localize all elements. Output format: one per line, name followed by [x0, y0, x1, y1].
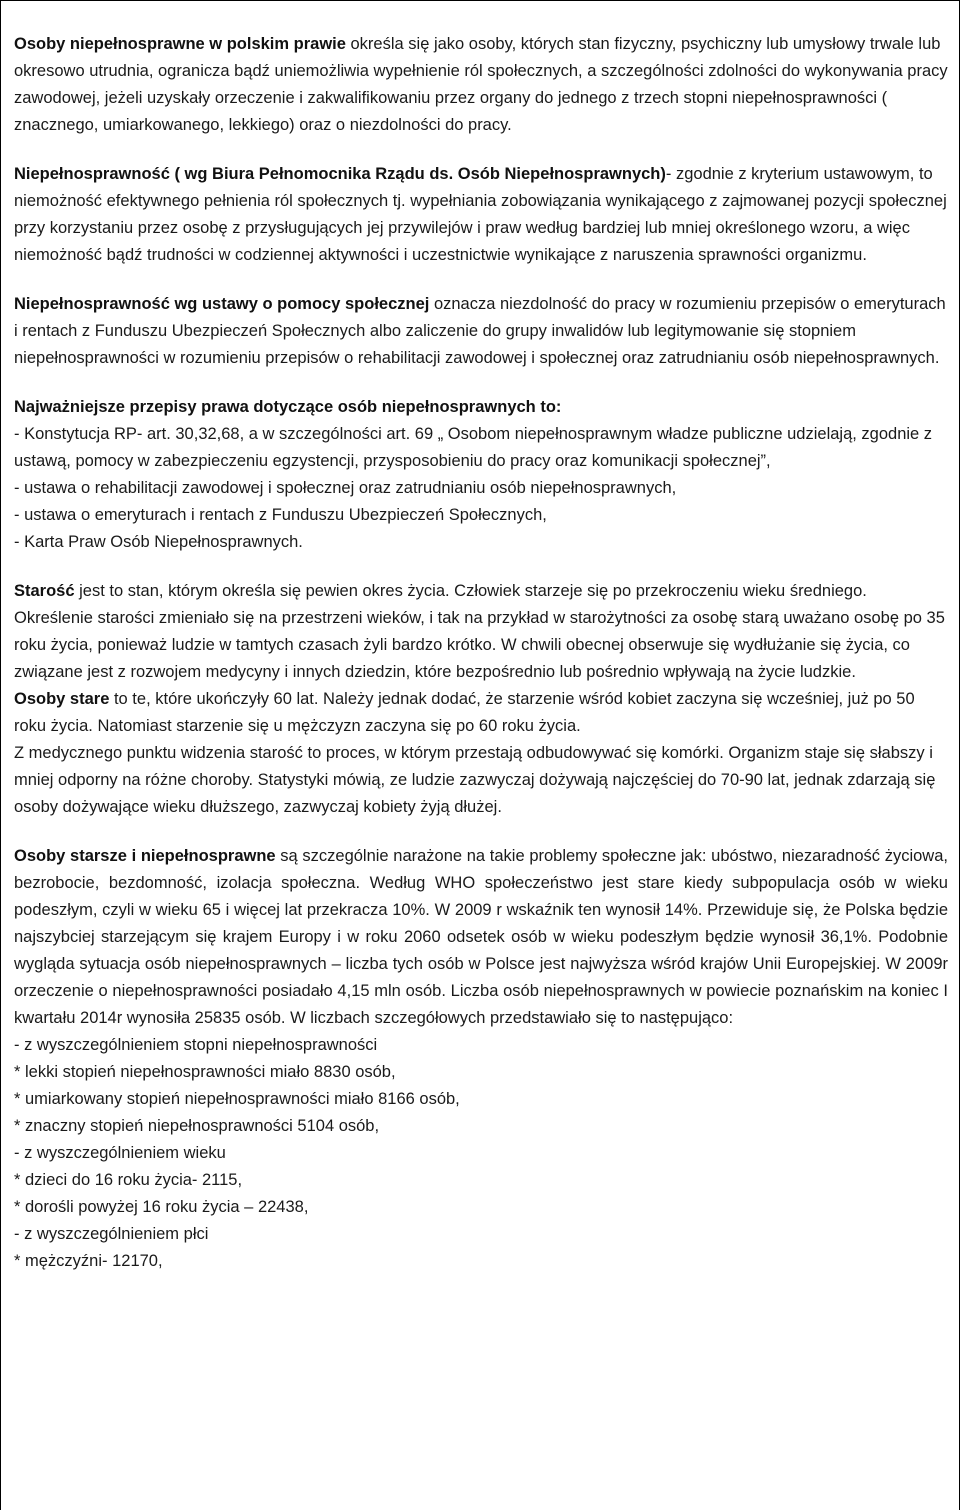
legal-provision-item: - ustawa o rehabilitacji zawodowej i społecznej oraz zatrudnianiu osób niepełnosprawnych, [14, 479, 677, 497]
paragraph-text: jest to stan, którym określa się pewien okres życia. Człowiek starzeje się po przekroczeniu wieku średniego. Określenie starości zmieniało się na przestrzeni wieków, i tak na przykład w starożytności za osobę starą uważano osobę po 35 roku życia, ponieważ ludzie w tamtych czasach żyli bardzo krótko. W chwili obecnej obserwuje się wydłużanie się życia, co związane jest z rozwojem medycyny i innych dziedzin, które bezpośrednio lub pośrednio wpływają na życie ludzkie. [14, 582, 945, 681]
paragraph-text: Z medycznego punktu widzenia starość to proces, w którym przestają odbudowywać się komórki. Organizm staje się słabszy i mniej odporny na różne choroby. Statystyki mówią, ze ludzie zazwyczaj dożywają najczęściej do 70-90 lat, jednak zdarzają się osoby dożywające wieku dłuższego, zazwyczaj kobiety żyją dłużej. [14, 744, 936, 816]
term-disability-plenipotentiary-cont: Osób Niepełnosprawnych) [453, 165, 666, 183]
paragraph-text: - zgodnie z kryterium ustawowym, to niemożność efektywnego pełnienia ról społecznych tj. wypełniania zobowiązania wynikającego z zajmowanej pozycji społecznej przy korzystaniu przez osobę z przysługujących jej przywilejów i praw według bardziej lub mniej określonego wzoru, a więc niemożność bądź trudności w codziennej aktywności i uczestnictwie wynikające z naruszenia sprawności organizmu. [14, 165, 947, 264]
statistics-list-item: * dorośli powyżej 16 roku życia – 22438, [14, 1198, 309, 1216]
paragraph-text: są szczególnie narażone na takie problemy społeczne jak: ubóstwo, niezaradność życiowa, bezrobocie, bezdomność, izolacja społeczna. Według WHO społeczeństwo jest stare kiedy subpopulacja osób w wieku podeszłym, czyli w wieku 65 i więcej lat przekracza 10%. W 2009 r wskaźnik ten wynosił 14%. Przewiduje się, że Polska będzie najszybciej starzejącym się krajem Europy i w roku 2060 odsetek osób w wieku podeszłym będzie wynosił 36,1%. Podobnie wygląda sytuacja osób niepełnosprawnych – liczba tych osób w Polsce jest najwyższa wśród krajów Unii Europejskiej. W 2009r orzeczenie o niepełnosprawności posiadało 4,15 mln osób. Liczba osób niepełnosprawnych w powiecie poznańskim na koniec I kwartału 2014r wynosiła 25835 osób. W liczbach szczegółowych przedstawiało się to następująco: [14, 847, 948, 1027]
paragraph-text: oznacza niezdolność do pracy w rozumieniu przepisów o emeryturach i rentach z Funduszu Ubezpieczeń Społecznych albo zaliczenie do grupy inwalidów lub legitymowanie się stopniem niepełnosprawności w rozumieniu przepisów o rehabilitacji zawodowej i społecznej oraz zatrudnianiu osób niepełnosprawnych. [14, 295, 946, 367]
spacer [14, 821, 948, 843]
legal-provision-item: - ustawa o emeryturach i rentach z Funduszu Ubezpieczeń Społecznych, [14, 506, 547, 524]
term-old-persons: Osoby stare [14, 690, 110, 708]
spacer [14, 139, 948, 161]
paragraph-old-age [14, 578, 948, 821]
term-elderly-and-disabled: Osoby starsze i niepełnosprawne [14, 847, 276, 865]
spacer [14, 372, 948, 394]
legal-provision-item: - Konstytucja RP- art. 30,32,68, a w szczególności art. 69 „ Osobom niepełnosprawnym władze publiczne udzielają, zgodnie z ustawą, pomocy w zabezpieczeniu egzystencji, przysposobieniu do pracy oraz komunikacji społecznej”, [14, 425, 933, 470]
paragraph-elderly-and-disabled [14, 843, 948, 1032]
paragraph-disability-plenipotentiary [14, 161, 948, 269]
statistics-list [14, 1032, 948, 1275]
legal-provisions-heading: Najważniejsze przepisy prawa dotyczące osób niepełnosprawnych to: [14, 398, 562, 416]
legal-provision-item: - Karta Praw Osób Niepełnosprawnych. [14, 533, 303, 551]
term-old-age: Starość [14, 582, 75, 600]
term-disabled-persons-law: Osoby niepełnosprawne w polskim prawie [14, 35, 346, 53]
statistics-list-item: - z wyszczególnieniem płci [14, 1225, 209, 1243]
statistics-list-item: * dzieci do 16 roku życia- 2115, [14, 1171, 243, 1189]
paragraph-text: określa się jako osoby, których stan fizyczny, psychiczny lub umysłowy trwale lub okresowo utrudnia, ogranicza bądź uniemożliwia wypełnienie ról społecznych, a szczególności zdolności do wykonywania pracy zawodowej, jeżeli uzyskały orzeczenie i zakwalifikowaniu przez organy do jednego z trzech stopni niepełnosprawności ( znacznego, umiarkowanego, lekkiego) oraz o niezdolności do pracy. [14, 35, 948, 134]
statistics-list-item: * umiarkowany stopień niepełnosprawności miało 8166 osób, [14, 1090, 460, 1108]
term-disability-plenipotentiary: Niepełnosprawność ( wg Biura Pełnomocnika Rządu ds. [14, 165, 454, 183]
statistics-list-item: * mężczyźni- 12170, [14, 1252, 163, 1270]
statistics-list-item: * znaczny stopień niepełnosprawności 5104 osób, [14, 1117, 380, 1135]
paragraph-legal-provisions [14, 394, 948, 556]
paragraph-disabled-persons-law [14, 31, 948, 139]
document-body [14, 31, 948, 1275]
term-disability-social-aid-act: Niepełnosprawność wg ustawy o pomocy społecznej [14, 295, 430, 313]
spacer [14, 269, 948, 291]
statistics-list-item: - z wyszczególnieniem stopni niepełnosprawności [14, 1036, 378, 1054]
spacer [14, 556, 948, 578]
statistics-list-item: * lekki stopień niepełnosprawności miało 8830 osób, [14, 1063, 396, 1081]
paragraph-text: to te, które ukończyły 60 lat. Należy jednak dodać, że starzenie wśród kobiet zaczyna się wcześniej, już po 50 roku życia. Natomiast starzenie się u mężczyzn zaczyna się po 60 roku życia. [14, 690, 915, 735]
statistics-list-item: - z wyszczególnieniem wieku [14, 1144, 226, 1162]
paragraph-disability-social-aid-act [14, 291, 948, 372]
